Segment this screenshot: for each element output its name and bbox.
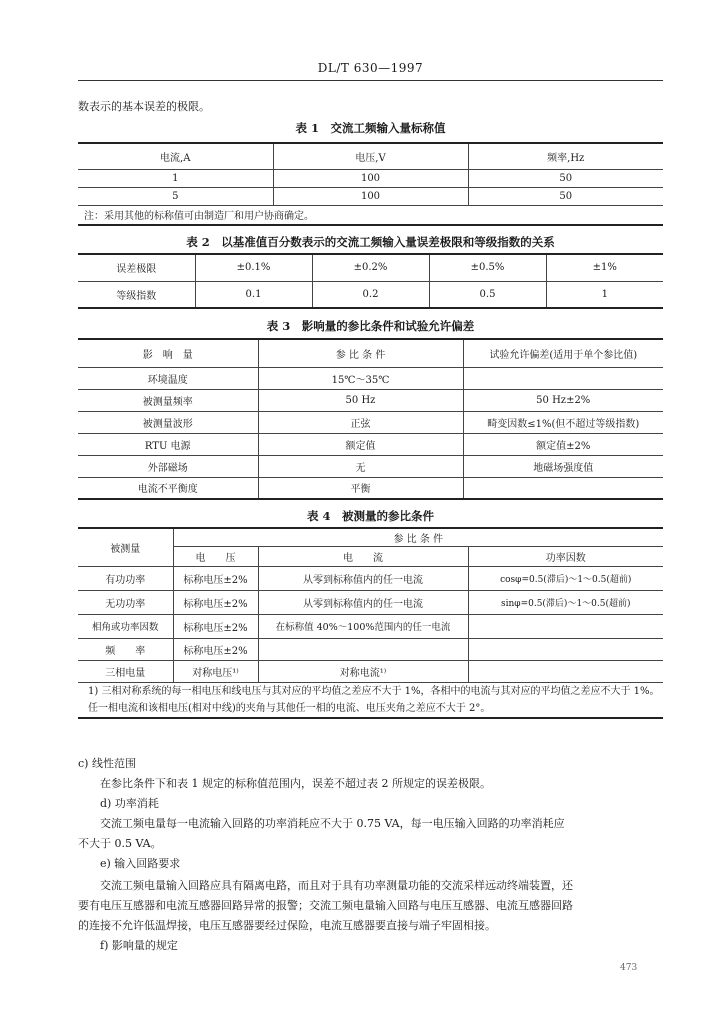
table1 — [78, 142, 663, 226]
section-e-heading: e) 输入回路要求 — [100, 857, 181, 870]
table3-cell: 50 Hz±2% — [463, 389, 663, 411]
table1-header-current: 电流,A — [78, 143, 273, 169]
table3-cell — [463, 367, 663, 389]
table3-cell: 额定值 — [258, 433, 463, 455]
table-row — [78, 254, 663, 281]
table3-header-influence: 影 响 量 — [78, 339, 258, 367]
table3-cell: 畸变因数≤1%(但不超过等级指数) — [463, 411, 663, 433]
table2-cell: 0.2 — [312, 281, 429, 308]
table4-cell: 标称电压±2% — [173, 614, 258, 638]
table4-cell: 从零到标称值内的任一电流 — [258, 590, 468, 614]
table-row — [78, 638, 663, 660]
table3-cell: 被测量波形 — [78, 411, 258, 433]
table1-header-row — [78, 143, 663, 169]
table4-cell: cosφ=0.5(滞后)～1～0.5(超前) — [468, 566, 663, 590]
section-c-heading: c) 线性范围 — [78, 757, 136, 770]
table4-cell: 频 率 — [78, 638, 173, 660]
table4-header-voltage: 电 压 — [173, 546, 258, 566]
table4-cell — [258, 638, 468, 660]
table3-cell: 被测量频率 — [78, 389, 258, 411]
table4-footnote-row — [78, 682, 663, 718]
section-d-text-line1: 交流工频电量每一电流输入回路的功率消耗应不大于 0.75 VA，每一电压输入回路的功率消耗应 — [100, 817, 565, 830]
section-d-text-line2: 不大于 0.5 VA。 — [78, 837, 162, 850]
table4-cell: 相角或功率因数 — [78, 614, 173, 638]
table2-cell: ±1% — [546, 254, 663, 281]
table-row — [78, 566, 663, 590]
table4-cell: 标称电压±2% — [173, 590, 258, 614]
section-e-text-line2: 要有电压互感器和电流互感器回路异常的报警；交流工频电量输入回路与电压互感器、电流互感器回路 — [78, 899, 573, 912]
table2-row-label: 等级指数 — [78, 281, 195, 308]
table1-header-frequency: 频率,Hz — [468, 143, 663, 169]
table4-cell: 无功功率 — [78, 590, 173, 614]
table4-cell — [468, 638, 663, 660]
table2-cell: 0.1 — [195, 281, 312, 308]
table3-cell: 额定值±2% — [463, 433, 663, 455]
table3-cell: 无 — [258, 455, 463, 477]
table2-cell: ±0.1% — [195, 254, 312, 281]
table2-cell: ±0.5% — [429, 254, 546, 281]
table-row — [78, 389, 663, 411]
table-row — [78, 411, 663, 433]
table1-header-voltage: 电压,V — [273, 143, 468, 169]
table3-cell — [463, 477, 663, 499]
table-row — [78, 455, 663, 477]
table4-caption: 表 4 被测量的参比条件 — [306, 509, 434, 523]
section-d-heading: d) 功率消耗 — [100, 797, 159, 810]
table4-header-power-factor: 功率因数 — [468, 546, 663, 566]
table4-header-measurand: 被测量 — [78, 528, 173, 566]
table4-cell: 标称电压±2% — [173, 566, 258, 590]
table3-cell: 正弦 — [258, 411, 463, 433]
header-rule — [78, 80, 663, 81]
table-row — [78, 187, 663, 205]
table-row — [78, 433, 663, 455]
table3-cell: 平衡 — [258, 477, 463, 499]
table-row — [78, 590, 663, 614]
table1-caption: 表 1 交流工频输入量标称值 — [295, 121, 446, 135]
page-number: 473 — [620, 963, 638, 973]
table-row — [78, 367, 663, 389]
table-row — [78, 660, 663, 682]
table-row — [78, 281, 663, 308]
table2-cell: 1 — [546, 281, 663, 308]
table2 — [78, 253, 663, 309]
table3-cell: 15℃～35℃ — [258, 367, 463, 389]
table4-header-group: 参 比 条 件 — [173, 528, 663, 546]
table-row — [78, 477, 663, 499]
table1-note: 注：采用其他的标称值可由制造厂和用户协商确定。 — [78, 205, 663, 225]
table3-cell: 50 Hz — [258, 389, 463, 411]
section-c-text: 在参比条件下和表 1 规定的标称值范围内，误差不超过表 2 所规定的误差极限。 — [100, 777, 491, 790]
table1-cell: 100 — [273, 169, 468, 187]
table-row — [78, 614, 663, 638]
table1-cell: 50 — [468, 169, 663, 187]
table4-cell: 从零到标称值内的任一电流 — [258, 566, 468, 590]
table4-cell — [468, 660, 663, 682]
table3 — [78, 338, 663, 500]
table4-cell: 标称电压±2% — [173, 638, 258, 660]
table4-group-header-row — [78, 528, 663, 546]
table1-cell: 100 — [273, 187, 468, 205]
table4 — [78, 527, 663, 719]
table4-cell: sinφ=0.5(滞后)～1～0.5(超前) — [468, 590, 663, 614]
table4-cell: 有功功率 — [78, 566, 173, 590]
table4-cell: 对称电压¹⁾ — [173, 660, 258, 682]
table3-cell: 外部磁场 — [78, 455, 258, 477]
table4-cell: 在标称值 40%～100%范围内的任一电流 — [258, 614, 468, 638]
table1-cell: 1 — [78, 169, 273, 187]
table2-caption: 表 2 以基准值百分数表示的交流工频输入量误差极限和等级指数的关系 — [186, 235, 555, 249]
table3-cell: RTU 电源 — [78, 433, 258, 455]
table2-cell: ±0.2% — [312, 254, 429, 281]
table3-cell: 环境温度 — [78, 367, 258, 389]
table3-header-reference: 参 比 条 件 — [258, 339, 463, 367]
table3-caption: 表 3 影响量的参比条件和试验允许偏差 — [266, 319, 475, 333]
table4-cell: 对称电流¹⁾ — [258, 660, 468, 682]
table1-cell: 5 — [78, 187, 273, 205]
table3-cell: 电流不平衡度 — [78, 477, 258, 499]
table2-row-label: 误差极限 — [78, 254, 195, 281]
standard-number: DL/T 630—1997 — [317, 61, 424, 75]
section-e-text-line3: 的连接不允许低温焊接，电压互感器要经过保险，电流互感器要直接与端子牢固相接。 — [78, 919, 496, 932]
table1-cell: 50 — [468, 187, 663, 205]
table4-footnote: 1) 三相对称系统的每一相电压和线电压与其对应的平均值之差应不大于 1%，各相中的电流与其对应的平均值之差应不大于 1%。任一相电流和该相电压(相对中线)的夹角与其他任一相的电流、电压夹角之差应不大于 2°。 — [78, 682, 663, 718]
table4-header-current: 电 流 — [258, 546, 468, 566]
intro-line: 数表示的基本误差的极限。 — [78, 100, 210, 113]
table4-cell — [468, 614, 663, 638]
table3-cell: 地磁场强度值 — [463, 455, 663, 477]
table2-cell: 0.5 — [429, 281, 546, 308]
section-e-text-line1: 交流工频电量输入回路应具有隔离电路，而且对于具有功率测量功能的交流采样远动终端装置，还 — [100, 879, 573, 892]
table1-note-row — [78, 205, 663, 225]
table3-header-row — [78, 339, 663, 367]
table-row — [78, 169, 663, 187]
table4-cell: 三相电量 — [78, 660, 173, 682]
section-f-heading: f) 影响量的规定 — [100, 939, 178, 952]
table3-header-tolerance: 试验允许偏差(适用于单个参比值) — [463, 339, 663, 367]
